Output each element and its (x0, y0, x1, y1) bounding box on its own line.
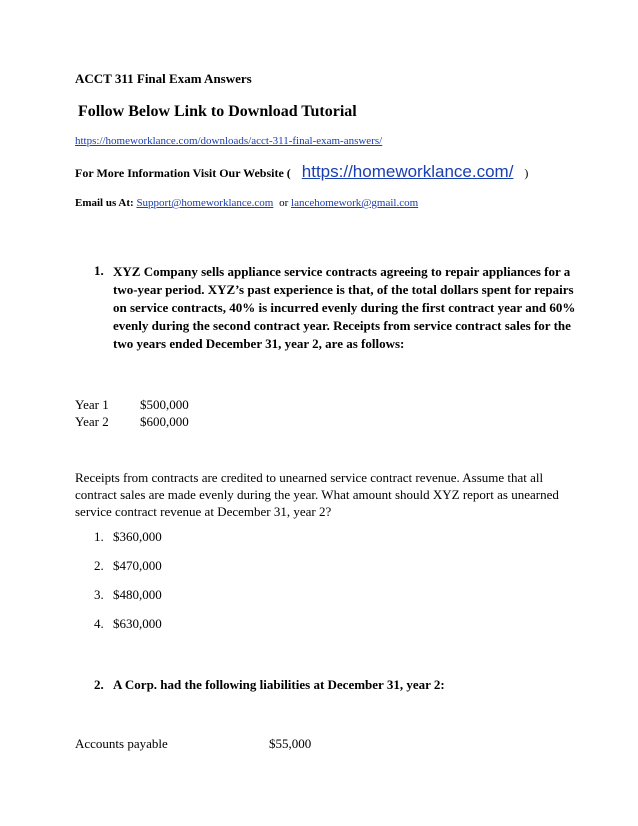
receipt-year: Year 1 (75, 397, 109, 412)
option-value: $470,000 (113, 558, 162, 573)
receipt-amount: $500,000 (140, 397, 189, 412)
liability-amount: $55,000 (269, 736, 312, 751)
liability-label: Accounts payable (75, 736, 168, 751)
info-line (75, 162, 528, 182)
question-1-number: 1. (94, 263, 104, 278)
option-number: 2. (94, 558, 104, 573)
email-or: or (279, 197, 289, 209)
question-2-text: A Corp. had the following liabilities at December 31, year 2: (113, 677, 445, 692)
option-number: 1. (94, 529, 104, 544)
receipt-amount: $600,000 (140, 414, 189, 429)
question-2-number: 2. (94, 677, 104, 692)
option-value: $630,000 (113, 616, 162, 631)
email-line (75, 197, 418, 209)
option-value: $360,000 (113, 529, 162, 544)
option-value: $480,000 (113, 587, 162, 602)
question-1-paragraph: Receipts from contracts are credited to unearned service contract revenue. Assume that all contract sales are made evenly during the year. What amount should XYZ report as unearned service contract revenue at December 31, year 2? (75, 470, 559, 519)
doc-title: ACCT 311 Final Exam Answers (75, 71, 252, 86)
email-label: Email us At (75, 197, 131, 209)
question-1-text: XYZ Company sells appliance service contracts agreeing to repair appliances for a two-year period. XYZ’s past experience is that, of the total dollars spent for repairs on service contracts, 40% is incurred evenly during the first contract year and 60% evenly during the second contract year. Receipts from service contract sales for the two years ended December 31, year 2, are as follows: (113, 264, 576, 351)
option-number: 3. (94, 587, 104, 602)
email-colon: : (130, 197, 134, 209)
info-prefix: For More Information Visit Our Website ( (75, 166, 291, 180)
lance-email-link[interactable]: lancehomework@gmail.com (291, 197, 419, 209)
info-suffix: ) (524, 166, 529, 180)
download-link[interactable]: https://homeworklance.com/downloads/acct-311-final-exam-answers/ (75, 135, 383, 147)
option-number: 4. (94, 616, 104, 631)
doc-subtitle: Follow Below Link to Download Tutorial (78, 103, 357, 120)
website-link[interactable]: https://homeworklance.com/ (301, 162, 514, 181)
support-email-link[interactable]: Support@homeworklance.com (136, 197, 274, 209)
receipt-year: Year 2 (75, 414, 109, 429)
